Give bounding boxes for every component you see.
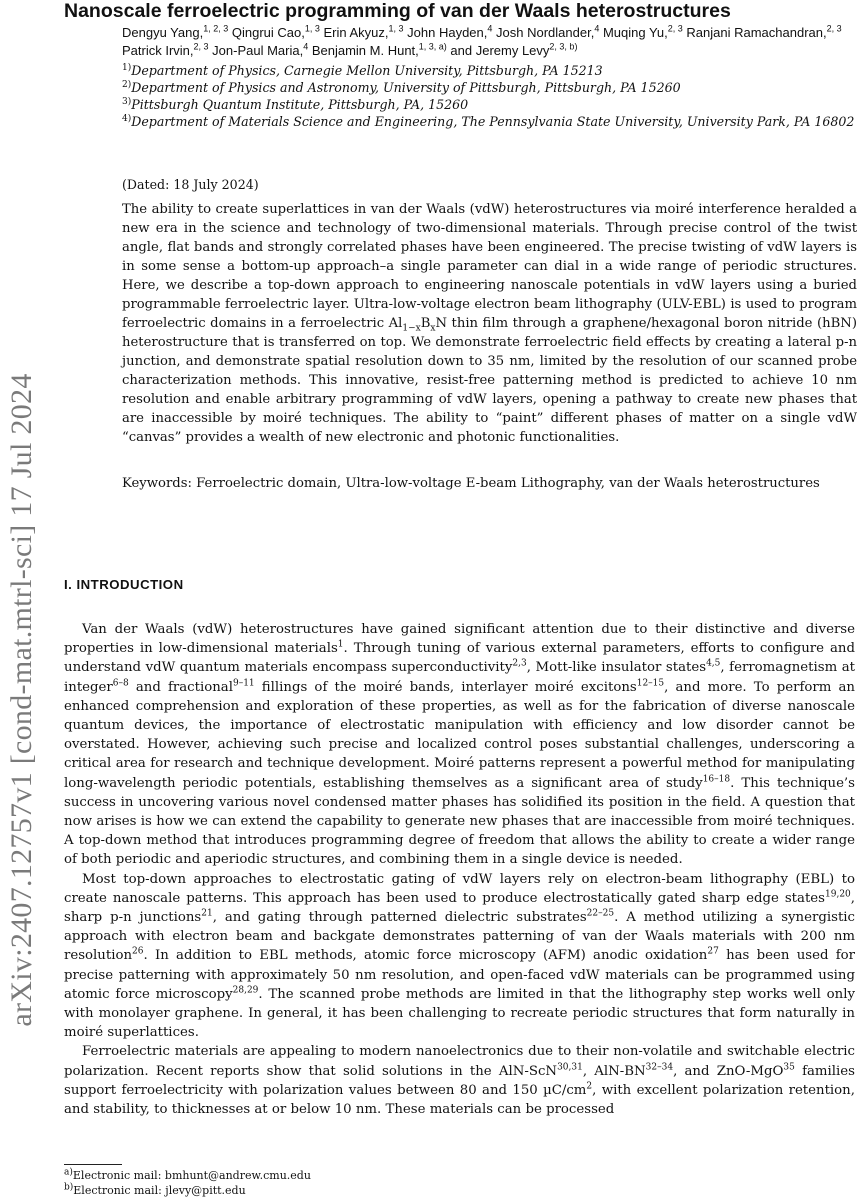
footnotes (64, 1168, 764, 1198)
author: Qingrui Cao,$^{1, 3}$ (231, 23, 320, 40)
citation[interactable]: 27 (707, 947, 719, 958)
author-list (122, 24, 857, 60)
email-link[interactable]: Electronic mail: jlevy@pitt.edu (73, 1184, 246, 1197)
citation[interactable]: 12–15 (636, 678, 665, 689)
author: Jon-Paul Maria,$^4$ (212, 41, 309, 58)
paragraph: Van der Waals (vdW) heterostructures have gained significant attention due to their distinctive and diverse properties in low-dimensional materials$^1$. Through tuning of various external parameters, efforts to configure and understand vdW quantum materials encompass superconductivity$^{2,3}$, Mott-like insulator states$^{4,5}$, ferromagnetism at integer$^{6-8}$ and fractional$^{9-11}$ fillings of the moiré bands, interlayer moiré excitons$^{12-15}$, and more. To perform an enhanced comprehension and exploration of these properties, as well as for the fabrication of diverse nanoscale quantum devices, the importance of electrostatic manipulation with efficiency and low disorder cannot be overstated. However, achieving such precise and localized control poses substantial challenges, underscoring a critical area for research and technique development. Moiré patterns represent a powerful method for manipulating long-wavelength periodic potentials, establishing themselves as a significant area of study$^{16-18}$. This technique’s success in uncovering various novel condensed matter phases has solidified its position in the field. A question that now arises is how we can extend the capability to generate new phases that are inaccessible from moiré techniques. A top-down method that introduces programming degree of freedom that allows the ability to create a wider range of both periodic and aperiodic structures, and combining them in a single device is needed. (64, 622, 856, 868)
citation[interactable]: 28,29 (232, 985, 259, 996)
abstract: The ability to create superlattices in van der Waals (vdW) heterostructures via moiré interference heralded a new era in the science and technology of two-dimensional materials. Through precise control of the twist angle, flat bands and strongly correlated phases have been engineered. The precise twisting of vdW layers is in some sense a bottom-up approach–a single parameter can dial in a wide range of periodic structures. Here, we describe a top-down approach to engineering nanoscale potentials in vdW layers using a buried programmable ferroelectric layer. Ultra-low-voltage electron beam lithography (ULV-EBL) is used to program ferroelectric domains in a ferroelectric $Al_{1-x}B_xN$ thin film through a graphene/hexagonal boron nitride (hBN) heterostructure that is transferred on top. We demonstrate ferroelectric field effects by creating a lateral p-n junction, and demonstrate spatial resolution down to 35 nm, limited by the resolution of our scanned probe characterization methods. This innovative, resist-free patterning method is predicted to achieve 10 nm resolution and enable arbitrary programming of vdW layers, opening a pathway to create new phases that are inaccessible by moiré techniques. The ability to “paint” different phases of matter on a single vdW “canvas” provides a wealth of new electronic and photonic functionalities. (122, 202, 857, 445)
footnote: $^{b)}$Electronic mail: jlevy@pitt.edu (64, 1182, 246, 1197)
author: Muqing Yu,$^{2, 3}$ (602, 23, 683, 40)
arxiv-side-label (0, 0, 44, 1200)
citation[interactable]: 22–25 (586, 908, 615, 919)
author: Benjamin M. Hunt,$^{1, 3, a)}$ (311, 41, 447, 58)
citation[interactable]: 9–11 (232, 678, 255, 689)
citation[interactable]: 19,20 (825, 889, 851, 900)
date-line: (Dated: 18 July 2024) (122, 177, 259, 192)
author: Ranjani Ramachandran,$^{2, 3}$ (686, 23, 842, 40)
superscript: 2 (586, 1081, 593, 1092)
author: John Hayden,$^4$ (407, 23, 493, 40)
affiliation: $^{2)}$Department of Physics and Astronomy, University of Pittsburgh, Pittsburgh, PA 15260 (122, 79, 681, 95)
author: Erin Akyuz,$^{1, 3}$ (323, 23, 404, 40)
keywords: Keywords: Ferroelectric domain, Ultra-low-voltage E-beam Lithography, van der Waals heterostructures (122, 476, 820, 491)
affiliation: $^{4)}$Department of Materials Science and Engineering, The Pennsylvania State University, University Park, PA 16802 (122, 113, 855, 129)
paragraph: Ferroelectric materials are appealing to modern nanoelectronics due to their non-volatile and switchable electric polarization. Recent reports show that solid solutions in the AlN-ScN$^{30,31}$, AlN-BN$^{32-34}$, and ZnO-MgO$^{35}$ families support ferroelectricity with polarization values between 80 and 150 $\mu C/cm^2$, with excellent polarization retention, and stability, to thicknesses at or below 10 nm. These materials can be processed (64, 1044, 855, 1118)
paragraph: Most top-down approaches to electrostatic gating of vdW layers rely on electron-beam lithography (EBL) to create nanoscale patterns. This approach has been used to produce electrostatically gated sharp edge states$^{19,20}$, sharp p-n junctions$^{21}$, and gating through patterned dielectric substrates$^{22-25}$. A method utilizing a synergistic approach with electron beam and backgate demonstrates patterning of van der Waals materials with 200 nm resolution$^{26}$. In addition to EBL methods, atomic force microscopy (AFM) anodic oxidation$^{27}$ has been used for precise patterning with approximately 50 nm resolution, and open-faced vdW materials can be programmed using atomic force microscopy$^{28,29}$. The scanned probe methods are limited in that the lithography step works well only with monolayer graphene. In general, it has been challenging to recreate periodic structures that form naturally in moiré superlattices. (64, 871, 856, 1041)
citation[interactable]: 1 (337, 639, 344, 650)
citation[interactable]: 6–8 (112, 678, 129, 689)
body-text (64, 620, 855, 1119)
author: Patrick Irvin,$^{2, 3}$ (122, 41, 209, 58)
affiliation: $^{1)}$Department of Physics, Carnegie Mellon University, Pittsburgh, PA 15213 (122, 62, 603, 78)
footnote-rule (64, 1164, 122, 1165)
footnote: $^{a)}$Electronic mail: bmhunt@andrew.cmu.edu (64, 1167, 311, 1182)
author: and Jeremy Levy$^{2, 3, b)}$ (450, 41, 578, 58)
citation[interactable]: 32–34 (645, 1062, 674, 1073)
paper-title: Nanoscale ferroelectric programming of van der Waals heterostructures (64, 0, 731, 22)
citation[interactable]: 16–18 (702, 774, 731, 785)
affiliation-list (122, 62, 857, 130)
citation[interactable]: 35 (783, 1062, 795, 1073)
affiliation: $^{3)}$Pittsburgh Quantum Institute, Pittsburgh, PA, 15260 (122, 96, 469, 112)
citation[interactable]: 4,5 (706, 658, 721, 669)
author: Dengyu Yang,$^{1, 2, 3}$ (122, 23, 229, 40)
citation[interactable]: 21 (201, 908, 213, 919)
email-link[interactable]: Electronic mail: bmhunt@andrew.cmu.edu (72, 1169, 311, 1182)
citation[interactable]: 2,3 (512, 658, 527, 669)
citation[interactable]: 30,31 (557, 1062, 583, 1073)
section-heading-introduction: I. INTRODUCTION (64, 577, 184, 592)
author: Josh Nordlander,$^4$ (496, 23, 600, 40)
citation[interactable]: 26 (132, 947, 144, 958)
arxiv-identifier[interactable]: arXiv:2407.12757v1 [cond-mat.mtrl-sci] 17 Jul 2024 (5, 373, 38, 1027)
